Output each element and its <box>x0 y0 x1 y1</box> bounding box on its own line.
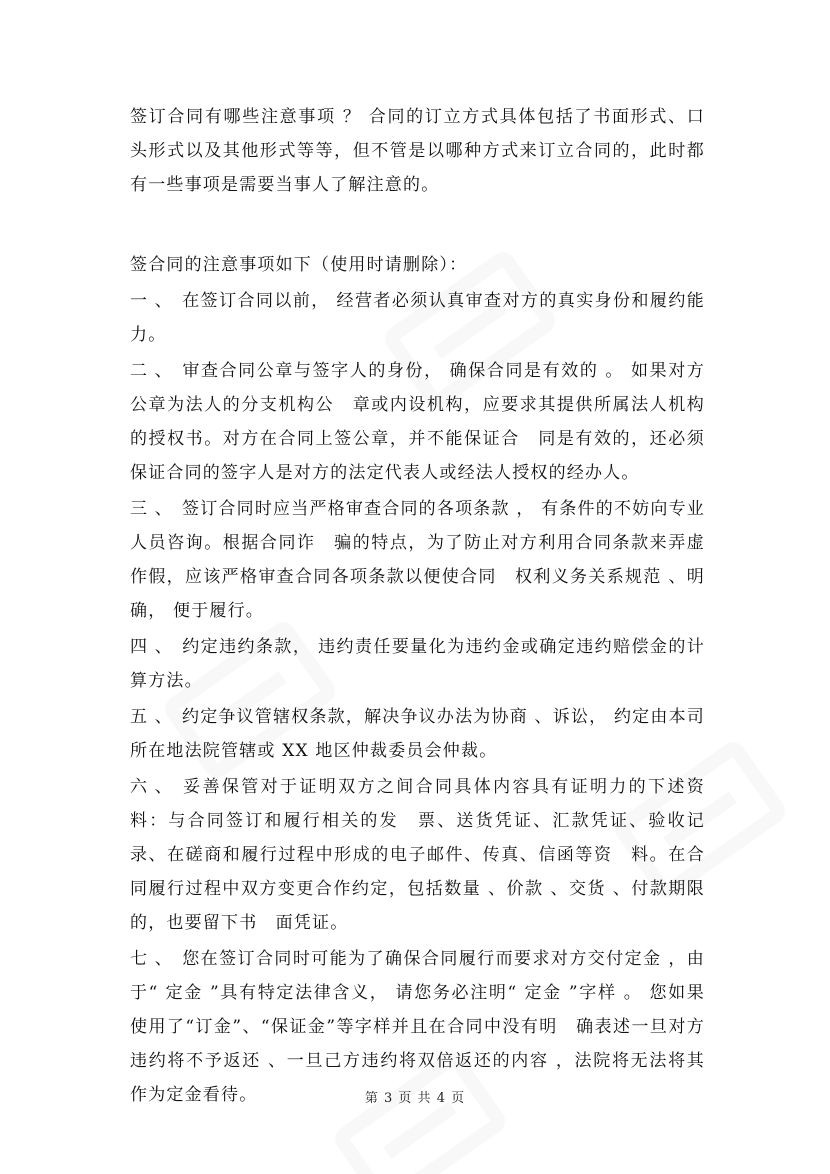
item-text: 约定违约条款， 违约责任要量化为违约金或确定违约赔偿金的计算方法。 <box>130 637 705 691</box>
item-text: 您在签订合同时可能为了确保合同履行而要求对方交付定金 ，由于“ 定金 ”具有特定法律含义， 请您务必注明“ 定金 ”字样 。 您如果使用了“订金”、“保证金”等字样并且在合同中没有明 确表述一旦对方违约将不予返还 、一旦己方违约将双倍返还的内容 ，法院将无法将其作为定金看待。 <box>130 949 705 1105</box>
intro-paragraph: 签订合同有哪些注意事项 ？ 合同的订立方式具体包括了书面形式、口头形式以及其他形式等等，但不管是以哪种方式来订立合同的，此时都有一些事项是需要当事人了解注意的。 <box>130 107 705 195</box>
list-item <box>130 354 705 490</box>
item-number: 四 、 <box>130 637 174 657</box>
list-item <box>130 770 705 940</box>
item-number: 七 、 <box>130 949 174 969</box>
page-footer: 第 3 页 共 4 页 <box>364 1091 466 1106</box>
item-number: 五 、 <box>130 707 174 727</box>
item-number: 六 、 <box>130 777 174 797</box>
item-number: 一 、 <box>130 291 174 311</box>
section-heading: 签合同的注意事项如下（使用时请删除）： <box>130 255 468 275</box>
item-number: 三 、 <box>130 499 174 519</box>
list-item <box>130 284 705 352</box>
list-item <box>130 700 705 768</box>
item-text: 审查合同公章与签字人的身份， 确保合同是有效的 。 如果对方公章为法人的分支机构公 章或内设机构，应要求其提供所属法人机构的授权书。对方在合同上签公章，并不能保证合 同是有效的，还必须保证合同的签字人是对方的法定代表人或经法人授权的经办人。 <box>130 361 705 483</box>
document-body <box>130 100 705 1112</box>
item-text: 在签订合同以前， 经营者必须认真审查对方的真实身份和履约能力。 <box>130 291 705 345</box>
list-item <box>130 630 705 698</box>
list-item <box>130 492 705 628</box>
item-text: 妥善保管对于证明双方之间合同具体内容具有证明力的下述资料：与合同签订和履行相关的发 票、送货凭证、汇款凭证、验收记录、在磋商和履行过程中形成的电子邮件、传真、信函等资 料。在合同履行过程中双方变更合作约定，包括数量 、价款 、交货 、付款期限的，也要留下书 面凭证。 <box>130 777 705 933</box>
item-number: 二 、 <box>130 361 174 381</box>
item-text: 签订合同时应当严格审查合同的各项条款 ， 有条件的不妨向专业人员咨询。根据合同诈 骗的特点，为了防止对方利用合同条款来弄虚作假，应该严格审查合同各项条款以便使合同 权利义务关系规范 、明确， 便于履行。 <box>130 499 705 621</box>
item-text: 约定争议管辖权条款，解决争议办法为协商 、诉讼， 约定由本司所在地法院管辖或 XX 地区仲裁委员会仲裁。 <box>130 707 705 761</box>
